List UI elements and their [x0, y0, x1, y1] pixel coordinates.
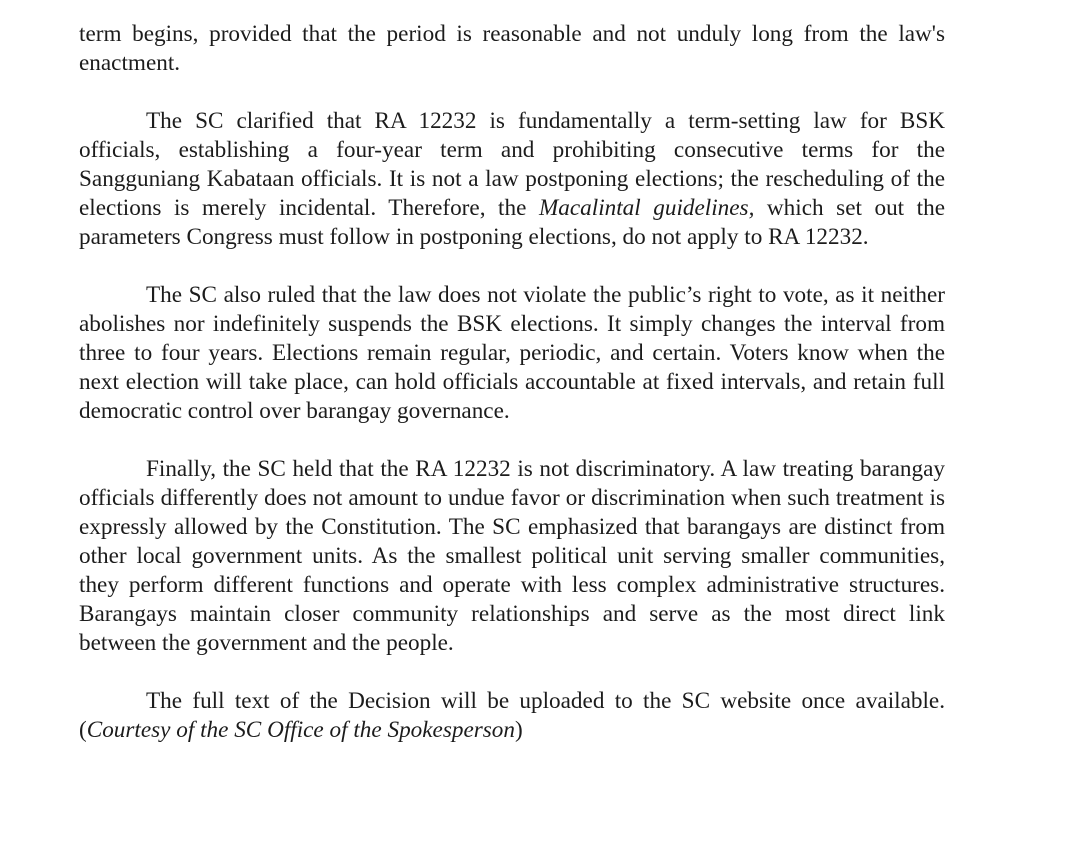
credit-italic: Courtesy of the SC Office of the Spokesperson	[86, 717, 515, 743]
credit-close-paren: )	[515, 717, 523, 743]
paragraph-not-discriminatory	[79, 455, 945, 658]
credit-open-paren: (	[79, 717, 87, 743]
paragraph-text: The SC also ruled that the law does not violate the public’s right to vote, as it neither abolishes nor indefinitely suspends the BSK elections. It simply changes the interval from three to four years. Elections remain regular, periodic, and certain. Voters know when the next election will take place, can hold officials accountable at fixed intervals, and retain full democratic control over barangay governance.	[79, 282, 945, 424]
paragraph-right-to-vote	[79, 281, 945, 426]
document-page	[79, 20, 945, 774]
paragraph-full-text-notice	[79, 687, 945, 745]
paragraph-text: term begins, provided that the period is reasonable and not unduly long from the law's enactment.	[79, 21, 945, 76]
paragraph-text: Finally, the SC held that the RA 12232 is not discriminatory. A law treating barangay officials differently does not amount to undue favor or discrimination when such treatment is expressly allowed by the Constitution. The SC emphasized that barangays are distinct from other local government units. As the smallest political unit serving smaller communities, they perform different functions and operate with less complex administrative structures. Barangays maintain closer community relationships and serve as the most direct link between the government and the people.	[79, 456, 945, 656]
paragraph-term-setting-law	[79, 107, 945, 252]
paragraph-text-after: which set out the parameters Congress must follow in postponing elections, do not apply to RA 12232.	[79, 195, 946, 250]
paragraph-continuation	[79, 20, 945, 78]
paragraph-text: The full text of the Decision will be uploaded to the SC website once available.	[146, 688, 945, 714]
paragraph-text-before: The SC clarified that RA 12232 is fundamentally a term-setting law for BSK officials, establishing a four-year term and prohibiting consecutive terms for the Sangguniang Kabataan officials. It is not a law postponing elections; the rescheduling of the elections is merely incidental. Therefore, the	[79, 108, 945, 221]
macalintal-guidelines-italic: Macalintal guidelines,	[538, 195, 755, 221]
